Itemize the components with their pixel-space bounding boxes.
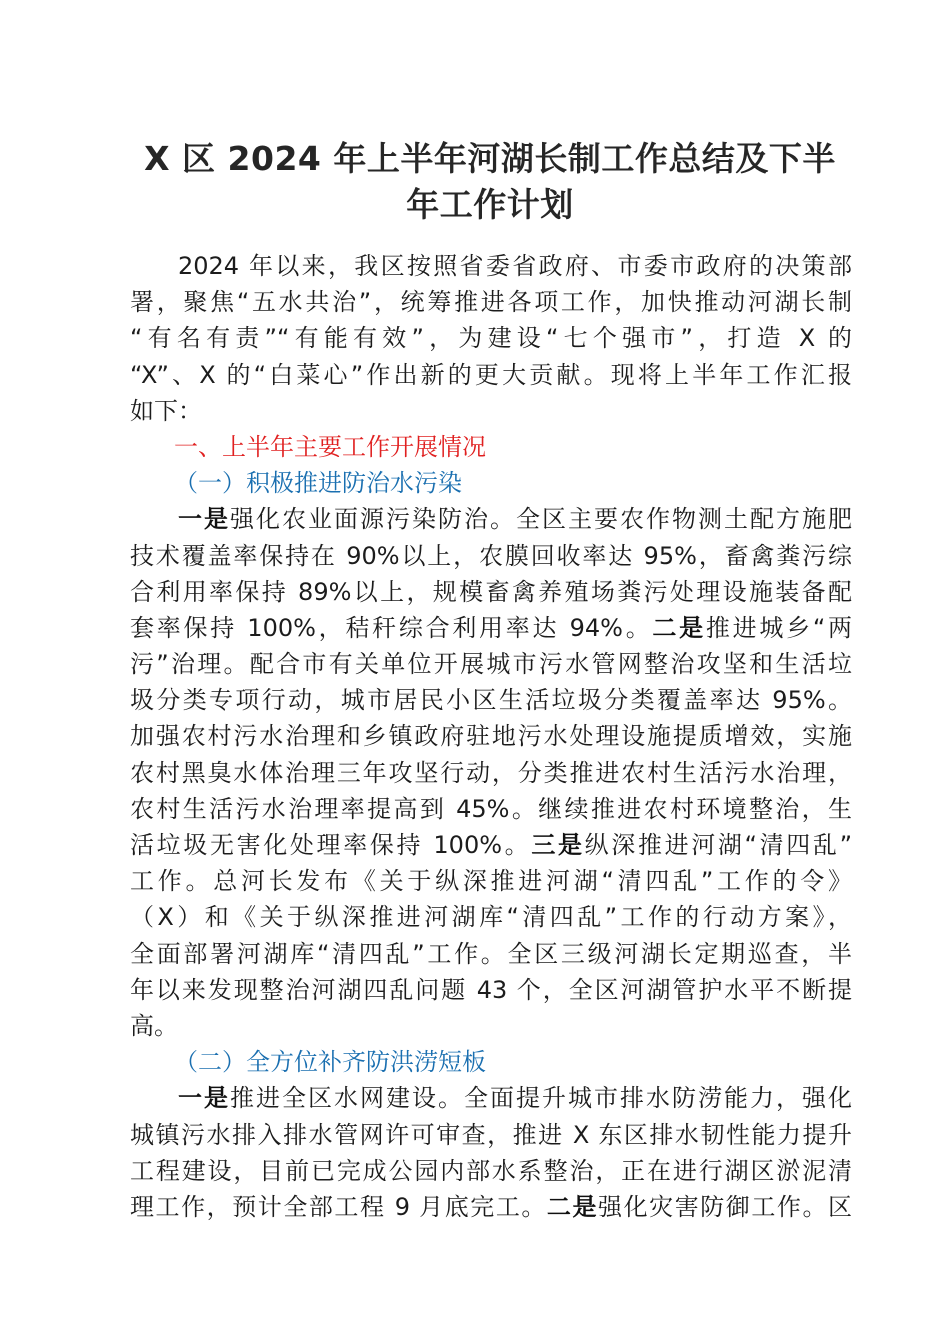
paragraph-line: 加强农村污水治理和乡镇政府驻地污水处理设施提质增效，实施 — [130, 722, 852, 751]
bold-marker: 二是 — [652, 613, 706, 642]
paragraph-line: 圾分类专项行动，城市居民小区生活垃圾分类覆盖率达 95%。 — [130, 686, 852, 715]
text-run: 活垃圾无害化处理率保持 100%。 — [130, 831, 532, 859]
section-heading-1: 一、上半年主要工作开展情况 — [174, 432, 486, 461]
bold-marker: 三是 — [531, 831, 585, 859]
document-title — [130, 136, 850, 228]
subsection-heading-2: （二）全方位补齐防洪涝短板 — [174, 1048, 486, 1077]
paragraph-line: 技术覆盖率保持在 90%以上，农膜回收率达 95%，畜禽粪污综 — [130, 541, 852, 570]
bold-marker: 一是 — [178, 505, 230, 534]
paragraph-line: 年以来发现整治河湖四乱问题 43 个，全区河湖管护水平不断提 — [130, 975, 852, 1004]
text-run: 推进城乡“两 — [705, 613, 852, 642]
paragraph-line: 工作。总河长发布《关于纵深推进河湖“清四乱”工作的令》 — [130, 867, 852, 896]
paragraph-line — [130, 827, 852, 863]
intro-line: 如下： — [130, 396, 202, 425]
title-line-1: X 区 2024 年上半年河湖长制工作总结及下半 — [144, 139, 836, 178]
paragraph-line: 污”治理。配合市有关单位开展城市污水管网整治攻坚和生活垃 — [130, 650, 852, 679]
paragraph-line — [130, 1189, 852, 1225]
intro-line: 2024 年以来，我区按照省委省政府、市委市政府的决策部 — [178, 252, 852, 280]
text-run: 强化灾害防御工作。区 — [598, 1192, 853, 1221]
subsection-heading-1: （一）积极推进防治水污染 — [174, 469, 462, 498]
intro-line: “有名有责”“有能有效”，为建设“七个强市”，打造 X 的 — [130, 324, 852, 353]
intro-line: 署，聚焦“五水共治”，统筹推进各项工作，加快推动河湖长制 — [130, 288, 852, 317]
bold-marker: 二是 — [546, 1192, 599, 1221]
text-run: 强化农业面源污染防治。全区主要农作物测土配方施肥 — [230, 505, 852, 534]
paragraph-line: 农村生活污水治理率提高到 45%。继续推进农村环境整治，生 — [130, 794, 852, 823]
paragraph-line: 工程建设，目前已完成公园内部水系整治，正在进行湖区淤泥清 — [130, 1156, 852, 1185]
text-run: 套率保持 100%，秸秆综合利用率达 94%。 — [130, 613, 653, 642]
text-run: 理工作，预计全部工程 9 月底完工。 — [130, 1192, 547, 1221]
paragraph-line: （X）和《关于纵深推进河湖库“清四乱”工作的行动方案》， — [130, 903, 852, 932]
intro-line: “X”、X 的“白菜心”作出新的更大贡献。现将上半年工作汇报 — [130, 360, 852, 389]
bold-marker: 一是 — [178, 1084, 230, 1113]
paragraph-line: 高。 — [130, 1011, 178, 1040]
paragraph-line — [130, 610, 852, 646]
paragraph-line: 全面部署河湖库“清四乱”工作。全区三级河湖长定期巡查，半 — [130, 939, 852, 968]
title-line-2: 年工作计划 — [406, 185, 574, 224]
document-body — [130, 248, 852, 1225]
paragraph-line: 城镇污水排入排水管网许可审查，推进 X 东区排水韧性能力提升 — [130, 1120, 852, 1149]
text-run: 推进全区水网建设。全面提升城市排水防涝能力，强化 — [230, 1084, 852, 1113]
paragraph-line: 农村黑臭水体治理三年攻坚行动，分类推进农村生活污水治理， — [130, 758, 852, 787]
paragraph-line — [130, 1080, 852, 1116]
paragraph-line — [130, 501, 852, 537]
paragraph-line: 合利用率保持 89%以上，规模畜禽养殖场粪污处理设施装备配 — [130, 577, 852, 606]
text-run: 纵深推进河湖“清四乱” — [584, 831, 852, 859]
